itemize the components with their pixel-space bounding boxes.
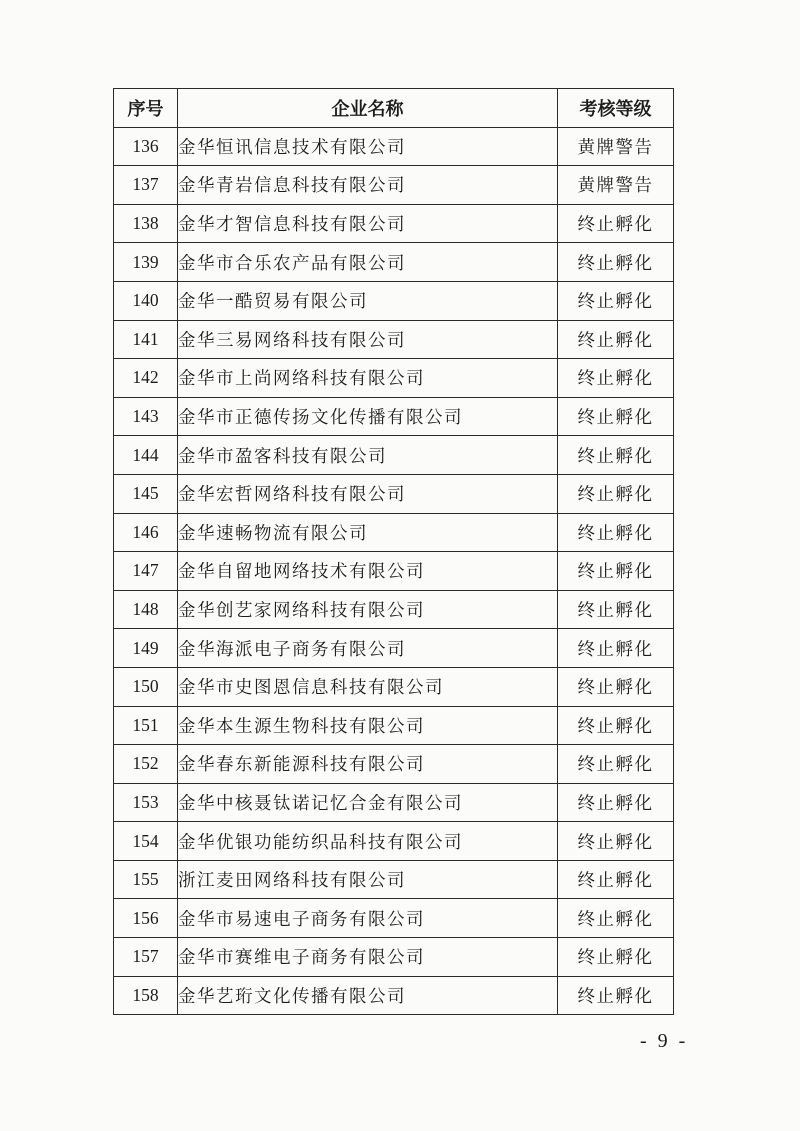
row-number: 146 xyxy=(114,513,178,552)
row-number: 152 xyxy=(114,745,178,784)
row-assessment-grade: 终止孵化 xyxy=(558,629,674,668)
row-number: 158 xyxy=(114,976,178,1015)
assessment-table xyxy=(113,88,674,1015)
row-company-name: 金华青岩信息科技有限公司 xyxy=(178,166,558,205)
table-body xyxy=(114,127,674,1015)
row-assessment-grade: 终止孵化 xyxy=(558,822,674,861)
table-row xyxy=(114,204,674,243)
row-assessment-grade: 终止孵化 xyxy=(558,552,674,591)
row-number: 150 xyxy=(114,667,178,706)
row-company-name: 金华市易速电子商务有限公司 xyxy=(178,899,558,938)
row-company-name: 金华优银功能纺织品科技有限公司 xyxy=(178,822,558,861)
row-company-name: 金华三易网络科技有限公司 xyxy=(178,320,558,359)
row-number: 137 xyxy=(114,166,178,205)
table-row xyxy=(114,474,674,513)
row-company-name: 金华创艺家网络科技有限公司 xyxy=(178,590,558,629)
row-assessment-grade: 终止孵化 xyxy=(558,899,674,938)
row-number: 140 xyxy=(114,281,178,320)
row-number: 144 xyxy=(114,436,178,475)
table-header-row xyxy=(114,89,674,128)
row-company-name: 金华市正德传扬文化传播有限公司 xyxy=(178,397,558,436)
row-assessment-grade: 终止孵化 xyxy=(558,667,674,706)
table-row xyxy=(114,629,674,668)
row-company-name: 金华市上尚网络科技有限公司 xyxy=(178,359,558,398)
row-number: 154 xyxy=(114,822,178,861)
table-row xyxy=(114,513,674,552)
row-assessment-grade: 终止孵化 xyxy=(558,745,674,784)
row-assessment-grade: 终止孵化 xyxy=(558,860,674,899)
row-company-name: 浙江麦田网络科技有限公司 xyxy=(178,860,558,899)
table-row xyxy=(114,938,674,977)
row-assessment-grade: 终止孵化 xyxy=(558,320,674,359)
row-number: 139 xyxy=(114,243,178,282)
page-number: - 9 - xyxy=(640,1030,689,1052)
row-company-name: 金华才智信息科技有限公司 xyxy=(178,204,558,243)
row-number: 147 xyxy=(114,552,178,591)
row-company-name: 金华艺珩文化传播有限公司 xyxy=(178,976,558,1015)
table-row xyxy=(114,359,674,398)
row-number: 149 xyxy=(114,629,178,668)
row-assessment-grade: 终止孵化 xyxy=(558,938,674,977)
header-assessment-grade: 考核等级 xyxy=(558,89,674,128)
row-company-name: 金华市合乐农产品有限公司 xyxy=(178,243,558,282)
row-company-name: 金华中核聂钛诺记忆合金有限公司 xyxy=(178,783,558,822)
row-assessment-grade: 终止孵化 xyxy=(558,204,674,243)
row-number: 148 xyxy=(114,590,178,629)
table-row xyxy=(114,320,674,359)
row-assessment-grade: 终止孵化 xyxy=(558,281,674,320)
row-number: 142 xyxy=(114,359,178,398)
row-assessment-grade: 终止孵化 xyxy=(558,590,674,629)
row-number: 151 xyxy=(114,706,178,745)
row-number: 141 xyxy=(114,320,178,359)
row-assessment-grade: 终止孵化 xyxy=(558,436,674,475)
row-number: 136 xyxy=(114,127,178,166)
row-assessment-grade: 终止孵化 xyxy=(558,783,674,822)
table-row xyxy=(114,243,674,282)
table-row xyxy=(114,552,674,591)
row-assessment-grade: 终止孵化 xyxy=(558,243,674,282)
row-company-name: 金华自留地网络技术有限公司 xyxy=(178,552,558,591)
row-number: 143 xyxy=(114,397,178,436)
row-assessment-grade: 黄牌警告 xyxy=(558,127,674,166)
table-row xyxy=(114,590,674,629)
row-company-name: 金华市史图恩信息科技有限公司 xyxy=(178,667,558,706)
row-company-name: 金华市赛维电子商务有限公司 xyxy=(178,938,558,977)
row-company-name: 金华春东新能源科技有限公司 xyxy=(178,745,558,784)
table-row xyxy=(114,783,674,822)
row-assessment-grade: 终止孵化 xyxy=(558,397,674,436)
table-row xyxy=(114,166,674,205)
table-row xyxy=(114,745,674,784)
table-row xyxy=(114,281,674,320)
row-company-name: 金华宏哲网络科技有限公司 xyxy=(178,474,558,513)
row-company-name: 金华市盈客科技有限公司 xyxy=(178,436,558,475)
row-company-name: 金华海派电子商务有限公司 xyxy=(178,629,558,668)
row-company-name: 金华本生源生物科技有限公司 xyxy=(178,706,558,745)
row-assessment-grade: 终止孵化 xyxy=(558,706,674,745)
row-number: 145 xyxy=(114,474,178,513)
row-number: 155 xyxy=(114,860,178,899)
table-row xyxy=(114,127,674,166)
row-assessment-grade: 终止孵化 xyxy=(558,359,674,398)
row-number: 138 xyxy=(114,204,178,243)
row-number: 153 xyxy=(114,783,178,822)
row-assessment-grade: 终止孵化 xyxy=(558,976,674,1015)
table-row xyxy=(114,706,674,745)
table-row xyxy=(114,976,674,1015)
row-company-name: 金华一酷贸易有限公司 xyxy=(178,281,558,320)
row-assessment-grade: 终止孵化 xyxy=(558,513,674,552)
table-row xyxy=(114,899,674,938)
table-row xyxy=(114,822,674,861)
row-assessment-grade: 终止孵化 xyxy=(558,474,674,513)
table-row xyxy=(114,860,674,899)
row-number: 157 xyxy=(114,938,178,977)
table-row xyxy=(114,667,674,706)
table-row xyxy=(114,397,674,436)
row-number: 156 xyxy=(114,899,178,938)
row-company-name: 金华恒讯信息技术有限公司 xyxy=(178,127,558,166)
header-company-name: 企业名称 xyxy=(178,89,558,128)
row-company-name: 金华速畅物流有限公司 xyxy=(178,513,558,552)
table-row xyxy=(114,436,674,475)
header-number: 序号 xyxy=(114,89,178,128)
row-assessment-grade: 黄牌警告 xyxy=(558,166,674,205)
